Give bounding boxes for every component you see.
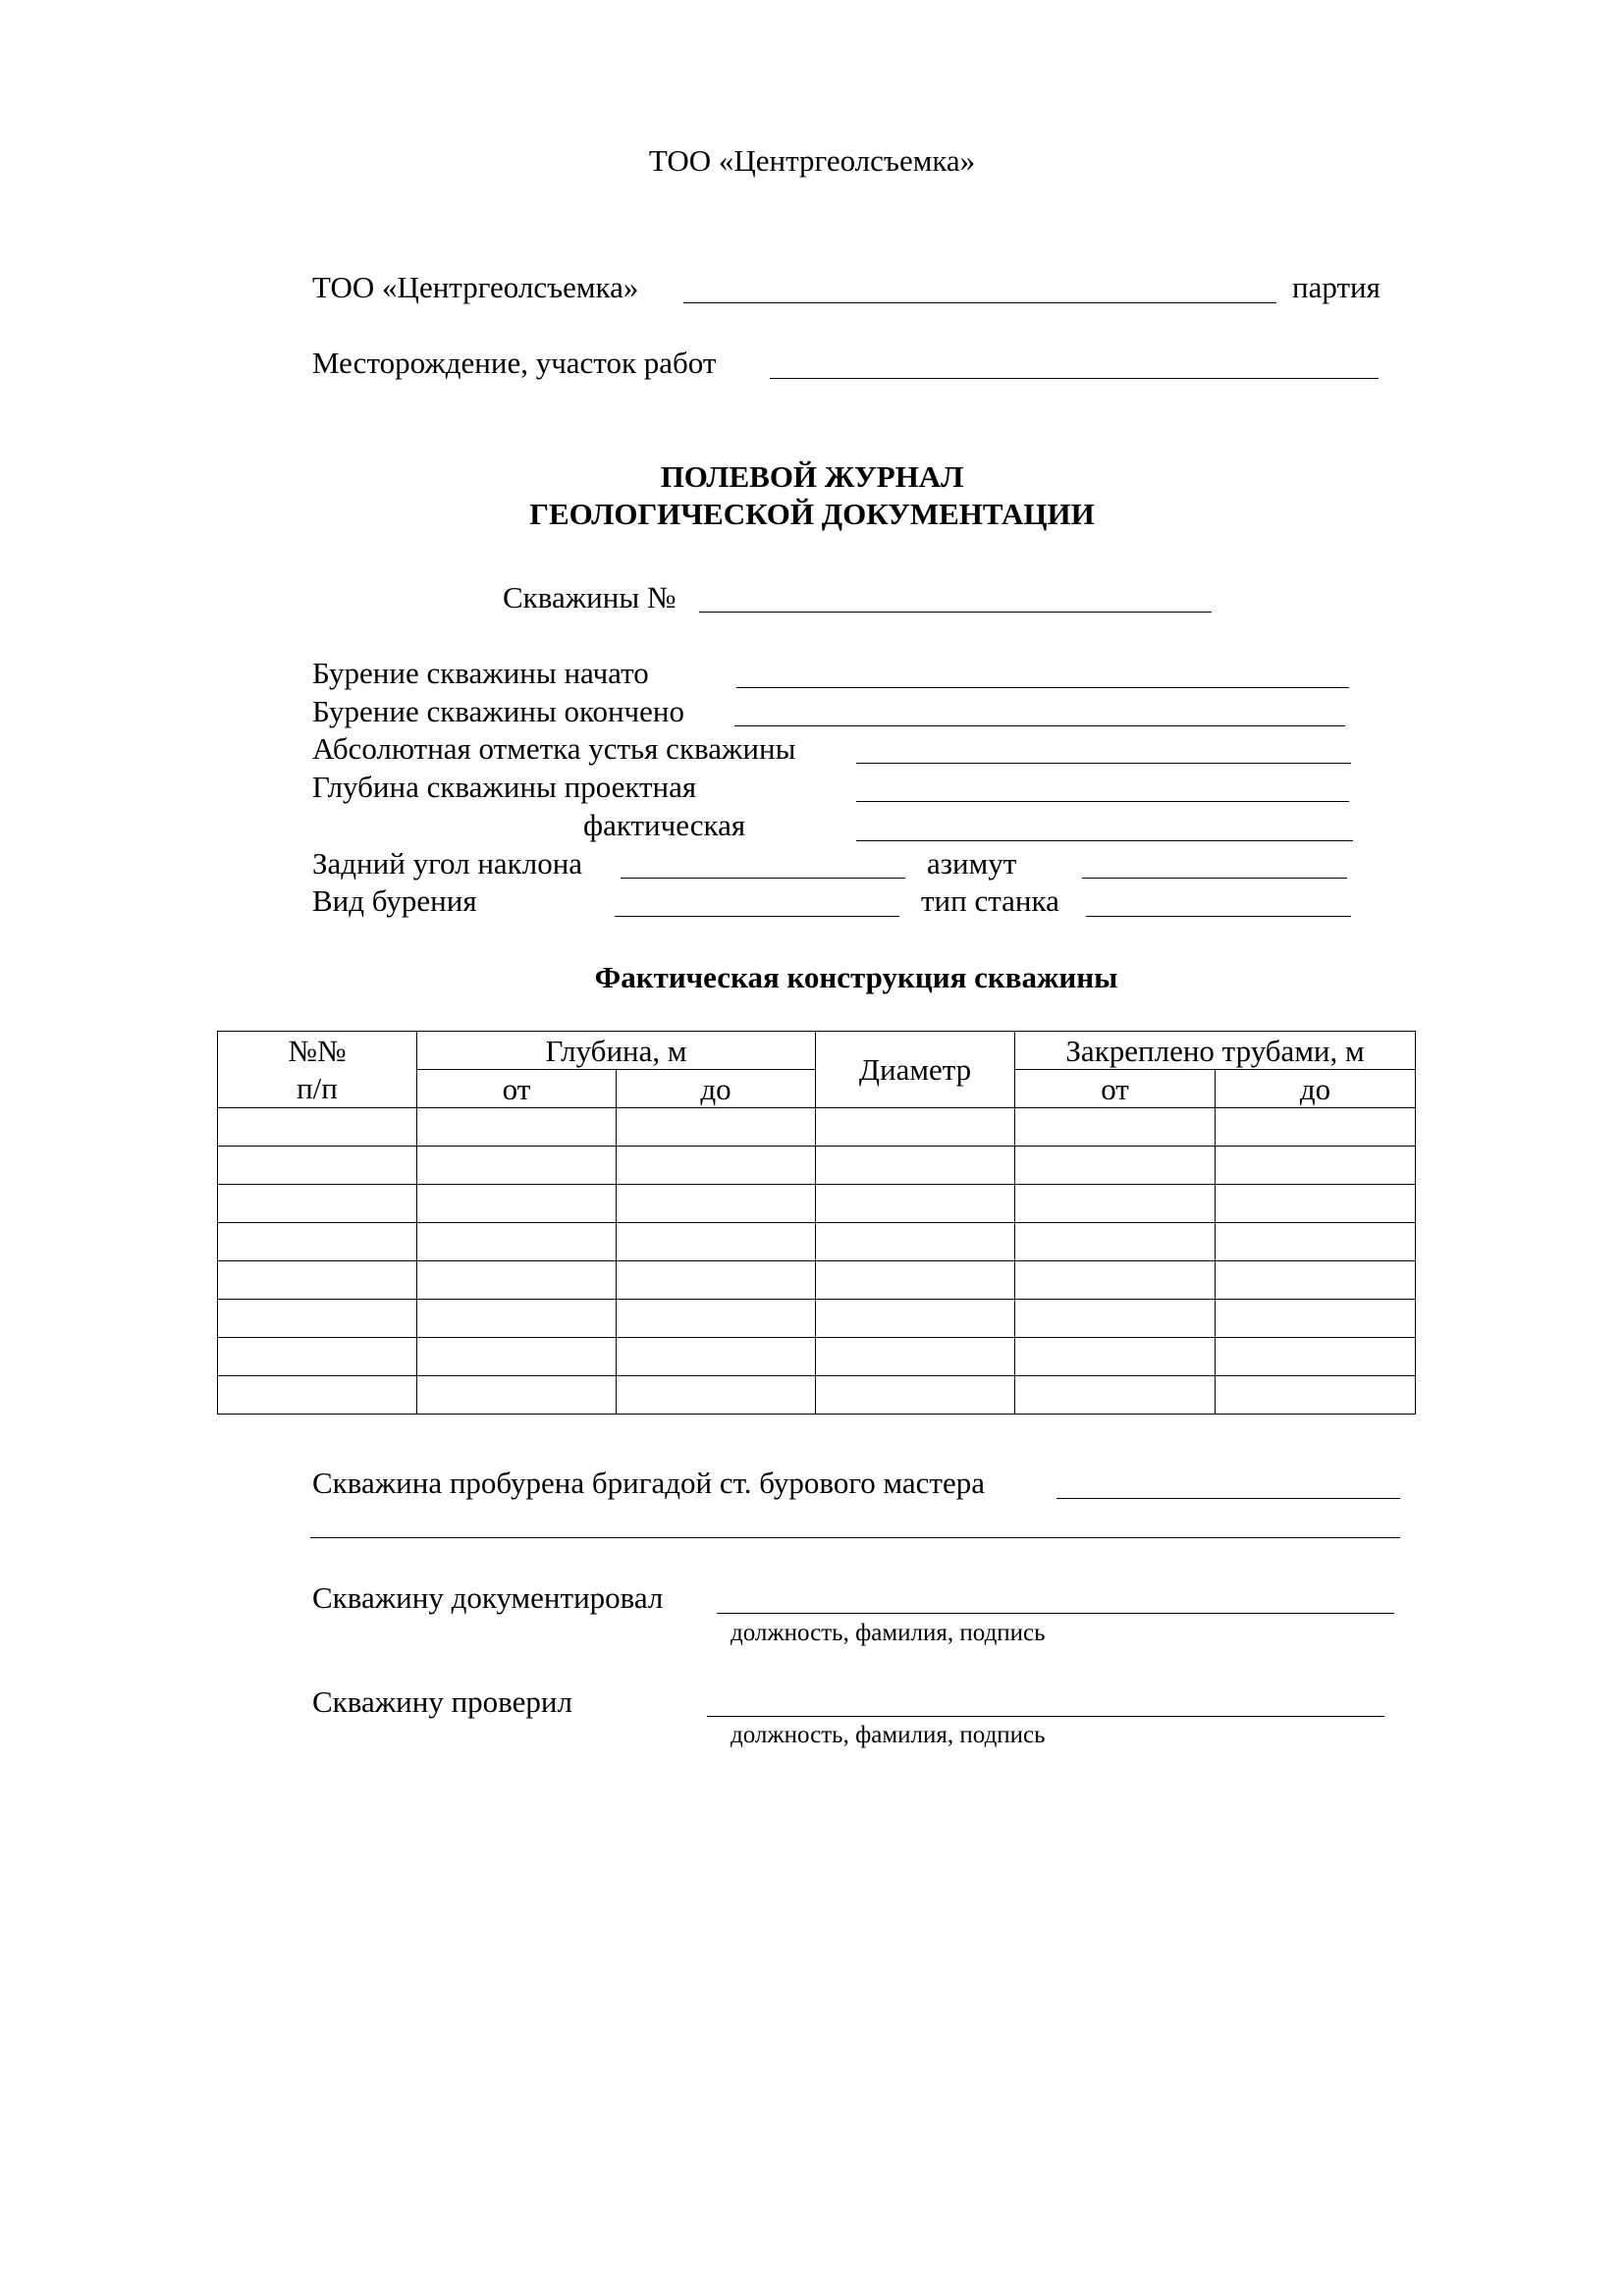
journal-title-line2: ГЕОЛОГИЧЕСКОЙ ДОКУМЕНТАЦИИ [529, 497, 1095, 531]
table-header-row [218, 1032, 1416, 1070]
table-cell[interactable] [218, 1223, 417, 1261]
table-row [218, 1376, 1416, 1415]
checked-field-line[interactable] [707, 1716, 1384, 1717]
party-label: партия [1292, 270, 1380, 304]
header-depth-from: от [417, 1070, 617, 1108]
table-cell[interactable] [1015, 1261, 1216, 1300]
organization-header: ТОО «Центргеолсъемка» [648, 143, 976, 178]
table-cell[interactable] [218, 1300, 417, 1338]
table-cell[interactable] [1015, 1147, 1216, 1185]
checked-caption: должность, фамилия, подпись [731, 1722, 1046, 1748]
crew-label: Скважина пробурена бригадой ст. бурового мастера [312, 1466, 985, 1500]
documented-field-line[interactable] [717, 1613, 1394, 1614]
table-row [218, 1338, 1416, 1376]
depth-actual-field-line[interactable] [856, 840, 1353, 841]
table-cell[interactable] [1216, 1185, 1416, 1223]
table-cell[interactable] [816, 1376, 1015, 1415]
party-org-label: ТОО «Центргеолсъемка» [312, 270, 639, 304]
drilling-finished-label: Бурение скважины окончено [312, 694, 684, 728]
table-cell[interactable] [1216, 1223, 1416, 1261]
table-cell[interactable] [417, 1185, 617, 1223]
rig-type-field-line[interactable] [1086, 916, 1351, 917]
table-cell[interactable] [1015, 1185, 1216, 1223]
table-cell[interactable] [816, 1261, 1015, 1300]
drilling-started-field-line[interactable] [736, 687, 1349, 688]
table-cell[interactable] [1015, 1338, 1216, 1376]
header-casing-to: до [1216, 1070, 1416, 1108]
crew-field-line-2[interactable] [310, 1537, 1400, 1538]
table-cell[interactable] [617, 1338, 816, 1376]
table-cell[interactable] [816, 1185, 1015, 1223]
table-cell[interactable] [218, 1108, 417, 1147]
drilling-started-label: Бурение скважины начато [312, 656, 649, 690]
construction-table-title: Фактическая конструкция скважины [594, 960, 1118, 994]
table-cell[interactable] [1015, 1223, 1216, 1261]
table-cell[interactable] [1015, 1376, 1216, 1415]
drilling-type-field-line[interactable] [615, 916, 899, 917]
table-cell[interactable] [1216, 1108, 1416, 1147]
table-cell[interactable] [1216, 1376, 1416, 1415]
header-casing-from: от [1015, 1070, 1216, 1108]
table-cell[interactable] [816, 1338, 1015, 1376]
documented-caption: должность, фамилия, подпись [731, 1620, 1046, 1646]
table-cell[interactable] [617, 1261, 816, 1300]
crew-field-line[interactable] [1056, 1498, 1400, 1499]
table-cell[interactable] [617, 1108, 816, 1147]
table-cell[interactable] [218, 1261, 417, 1300]
table-cell[interactable] [617, 1223, 816, 1261]
well-number-label: Скважины № [503, 580, 677, 614]
back-angle-field-line[interactable] [621, 878, 905, 879]
table-row [218, 1261, 1416, 1300]
header-diameter: Диаметр [816, 1032, 1015, 1108]
azimuth-field-line[interactable] [1082, 878, 1347, 879]
drilling-type-label: Вид бурения [312, 883, 477, 918]
table-row [218, 1223, 1416, 1261]
table-cell[interactable] [617, 1376, 816, 1415]
table-cell[interactable] [417, 1147, 617, 1185]
table-cell[interactable] [218, 1376, 417, 1415]
table-cell[interactable] [218, 1338, 417, 1376]
absolute-elevation-label: Абсолютная отметка устья скважины [312, 731, 796, 766]
documented-label: Скважину документировал [312, 1580, 664, 1615]
table-cell[interactable] [816, 1147, 1015, 1185]
table-cell[interactable] [417, 1300, 617, 1338]
table-row [218, 1300, 1416, 1338]
header-casing: Закреплено трубами, м [1015, 1032, 1416, 1070]
deposit-field-line[interactable] [770, 378, 1379, 379]
drilling-finished-field-line[interactable] [734, 725, 1345, 726]
rig-type-label: тип станка [921, 883, 1059, 918]
table-cell[interactable] [417, 1108, 617, 1147]
table-cell[interactable] [417, 1223, 617, 1261]
table-row [218, 1185, 1416, 1223]
party-field-line[interactable] [683, 302, 1276, 303]
header-num-sub: п/п [218, 1070, 417, 1108]
back-angle-label: Задний угол наклона [312, 846, 583, 881]
table-cell[interactable] [617, 1300, 816, 1338]
table-cell[interactable] [417, 1376, 617, 1415]
table-cell[interactable] [617, 1147, 816, 1185]
table-cell[interactable] [1216, 1300, 1416, 1338]
table-cell[interactable] [617, 1185, 816, 1223]
table-cell[interactable] [816, 1108, 1015, 1147]
table-cell[interactable] [816, 1223, 1015, 1261]
table-row [218, 1108, 1416, 1147]
table-cell[interactable] [1216, 1147, 1416, 1185]
depth-design-label: Глубина скважины проектная [312, 770, 697, 804]
construction-table [217, 1031, 1416, 1415]
table-cell[interactable] [218, 1185, 417, 1223]
deposit-label: Месторождение, участок работ [312, 346, 717, 380]
table-row [218, 1147, 1416, 1185]
well-number-field-line[interactable] [699, 612, 1212, 613]
depth-design-field-line[interactable] [856, 801, 1349, 802]
header-depth-to: до [617, 1070, 816, 1108]
azimuth-label: азимут [927, 846, 1017, 881]
table-cell[interactable] [1216, 1338, 1416, 1376]
absolute-elevation-field-line[interactable] [856, 763, 1351, 764]
header-num: №№ [218, 1032, 417, 1070]
header-depth: Глубина, м [417, 1032, 816, 1070]
table-cell[interactable] [816, 1300, 1015, 1338]
table-cell[interactable] [417, 1261, 617, 1300]
table-cell[interactable] [1015, 1300, 1216, 1338]
journal-title-line1: ПОЛЕВОЙ ЖУРНАЛ [660, 459, 964, 494]
table-cell[interactable] [1216, 1261, 1416, 1300]
table-cell[interactable] [417, 1338, 617, 1376]
checked-label: Скважину проверил [312, 1684, 572, 1719]
depth-actual-label: фактическая [583, 808, 746, 842]
table-cell[interactable] [218, 1147, 417, 1185]
table-cell[interactable] [1015, 1108, 1216, 1147]
